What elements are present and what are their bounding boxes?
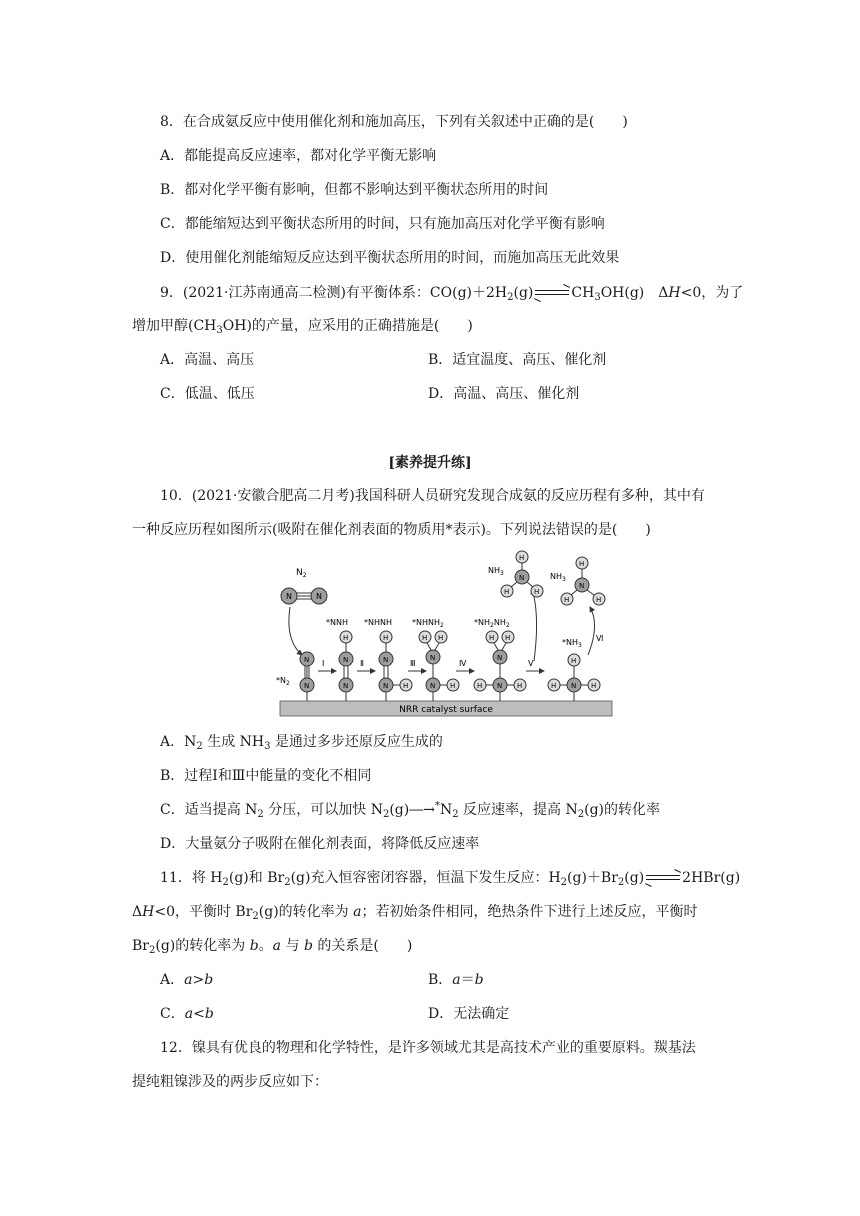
q10-stem-line2: 一种反应历程如图所示(吸附在催化剂表面的物质用*表示)。下列说法错误的是( )	[132, 522, 651, 538]
q10-option-c: C．适当提高 $N_2$ 分压，可以加快 $N_2(g)―\to^*N_2$ 反应速率，提高 $N_2(g)$的转化率	[160, 800, 660, 820]
svg-text:H: H	[564, 596, 570, 604]
q8-stem: 8．在合成氨反应中使用催化剂和施加高压，下列有关叙述中正确的是( )	[160, 114, 628, 130]
svg-text:N: N	[430, 654, 436, 662]
q11-stem-line1: 11．将 $H_2(g)$和 $Br_2(g)$充入恒容密闭容器，恒温下发生反应：$H_2(g)+Br_2(g)$ 2HBr(g)	[160, 870, 741, 888]
svg-text:NH3: $NH_3$	[488, 566, 504, 577]
svg-text:H: H	[596, 596, 602, 604]
svg-text:N: N	[286, 592, 292, 601]
svg-text:N: N	[579, 582, 585, 590]
svg-text:H: H	[517, 682, 523, 690]
q12-stem-line1: 12．镍具有优良的物理和化学特性，是许多领域尤其是高技术产业的重要原料。羰基法	[160, 1040, 696, 1056]
svg-text:H: H	[450, 682, 456, 690]
svg-text:N: N	[343, 656, 349, 664]
q11-option-a: A．a>b	[160, 972, 214, 988]
svg-text:N: N	[497, 682, 503, 690]
svg-text:H: H	[422, 634, 428, 642]
q11-stem-line2: ΔH<0，平衡时 $Br_2(g)$的转化率为 a；若初始条件相同，绝热条件下进行上述反应，平衡时	[132, 904, 698, 922]
svg-text:N: N	[383, 656, 389, 664]
svg-text:H: H	[504, 588, 510, 596]
reaction-pathway-diagram	[270, 545, 616, 721]
svg-text:N: N	[519, 574, 525, 582]
q11-option-d: D．无法确定	[428, 1006, 510, 1022]
step-label-1: Ⅰ	[322, 659, 325, 668]
svg-text:*N2: $*N_2$	[276, 676, 290, 687]
svg-text:H: H	[505, 634, 511, 642]
section-title: [素养提升练]	[388, 455, 472, 471]
q9-option-d: D．高温、高压、催化剂	[428, 386, 580, 402]
q8-option-d: D．使用催化剂能缩短反应达到平衡状态所用的时间，而施加高压无此效果	[160, 250, 620, 266]
q8-option-b: B．都对化学平衡有影响，但都不影响达到平衡状态所用的时间	[160, 182, 549, 198]
svg-text:*NH2NH2: $*NH_2NH_2$	[474, 618, 510, 629]
svg-text:*NNH: *NNH	[326, 618, 348, 627]
svg-text:H: H	[383, 634, 389, 642]
q11-option-b: B．a＝b	[428, 972, 484, 988]
svg-text:N: N	[571, 682, 577, 690]
q10-option-a: A．$N_2$ 生成 $NH_3$ 是通过多步还原反应生成的	[160, 734, 443, 752]
svg-text:H: H	[438, 634, 444, 642]
step-label-2: Ⅱ	[360, 659, 364, 668]
species-n2-gas: $N_2$	[296, 568, 307, 579]
svg-text:H: H	[534, 588, 540, 596]
q9-option-b: B．适宜温度、高压、催化剂	[428, 352, 607, 368]
svg-text:N: N	[316, 592, 322, 601]
q10-option-b: B．过程Ⅰ和Ⅲ中能量的变化不相同	[160, 768, 372, 784]
q9-stem: 9．(2021·江苏南通高二检测)有平衡体系：$CO(g)+2H_2(g)$ $CH_3OH(g)$ ΔH<0，为了	[160, 285, 744, 303]
q9-stem-line2: 增加甲醇$(CH_3OH)$的产量，应采用的正确措施是( )	[132, 318, 473, 336]
equilibrium-arrow-icon	[535, 289, 569, 297]
svg-text:*NHNH: *NHNH	[364, 618, 392, 627]
svg-text:H: H	[477, 682, 483, 690]
svg-text:*NHNH2: $*NHNH_2$	[412, 618, 444, 629]
q10-option-d: D．大量氨分子吸附在催化剂表面，将降低反应速率	[160, 836, 480, 852]
svg-text:H: H	[403, 682, 409, 690]
svg-text:H: H	[571, 657, 577, 665]
step-label-4: Ⅳ	[459, 659, 467, 668]
q8-option-c: C．都能缩短达到平衡状态所用的时间，只有施加高压对化学平衡有影响	[160, 216, 605, 232]
svg-text:H: H	[519, 554, 525, 562]
svg-text:N: N	[304, 656, 310, 664]
q9-option-c: C．低温、低压	[160, 386, 255, 402]
q12-stem-line2: 提纯粗镍涉及的两步反应如下：	[132, 1074, 328, 1090]
svg-text:NH3: $NH_3$	[550, 572, 566, 583]
svg-text:H: H	[489, 634, 495, 642]
q9-option-a: A．高温、高压	[160, 352, 255, 368]
svg-text:*NH3: $*NH_3$	[562, 638, 582, 649]
svg-text:N: N	[343, 682, 349, 690]
svg-text:H: H	[591, 682, 597, 690]
svg-text:N: N	[304, 682, 310, 690]
svg-text:H: H	[551, 682, 557, 690]
svg-text:N: N	[383, 682, 389, 690]
equilibrium-arrow-icon	[646, 874, 680, 882]
svg-text:N: N	[430, 682, 436, 690]
q11-stem-line3: $Br_2(g)$的转化率为 b。a 与 b 的关系是( )	[132, 938, 413, 956]
q8-option-a: A．都能提高反应速率，都对化学平衡无影响	[160, 148, 437, 164]
q10-stem-line1: 10．(2021·安徽合肥高二月考)我国科研人员研究发现合成氨的反应历程有多种，其中有	[160, 488, 705, 504]
step-label-5: Ⅴ	[528, 659, 534, 668]
q11-option-c: C．a<b	[160, 1006, 214, 1022]
svg-text:N: N	[497, 654, 503, 662]
catalyst-surface-label: NRR catalyst surface	[399, 705, 493, 715]
svg-text:H: H	[579, 560, 585, 568]
svg-text:H: H	[343, 634, 349, 642]
step-label-6: Ⅵ	[596, 634, 604, 643]
step-label-3: Ⅲ	[410, 659, 416, 668]
